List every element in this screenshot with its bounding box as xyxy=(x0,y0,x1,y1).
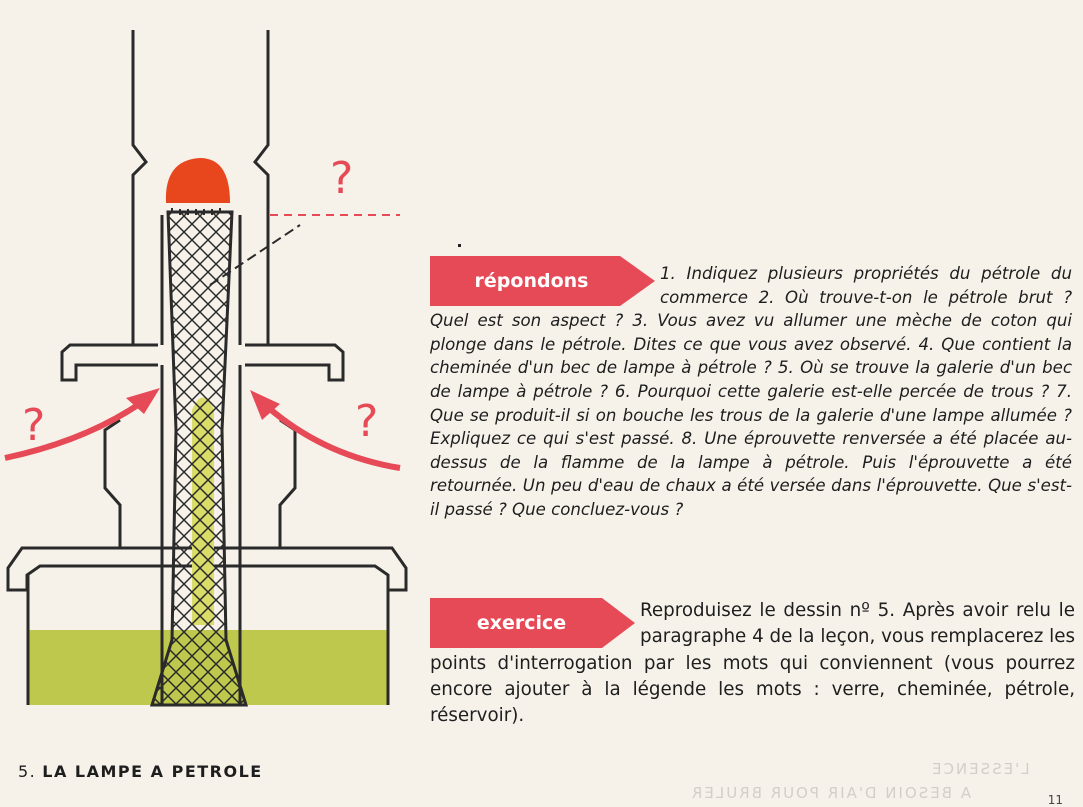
figure-number: 5. xyxy=(18,762,37,781)
air-arrow-right xyxy=(262,402,400,468)
flame xyxy=(166,158,230,203)
gallery-left xyxy=(62,345,158,380)
glass-chimney-right xyxy=(255,30,268,345)
repondons-questions-block xyxy=(430,262,1072,522)
question-mark-top: ? xyxy=(330,153,354,204)
exercice-instructions-text: Reproduisez le dessin nº 5. Après avoir relu le paragraphe 4 de la leçon, vous remplacerez les points d'interrogation par les mots qui conviennent (vous pourrez encore ajouter à la légende les mots : verre, cheminée, pétrole, réservoir). xyxy=(430,600,1075,727)
figure-caption xyxy=(18,762,263,781)
question-mark-right: ? xyxy=(355,396,379,447)
gallery-right xyxy=(245,345,343,380)
figure-title: LA LAMPE A PETROLE xyxy=(42,762,263,781)
repondons-label: répondons xyxy=(474,270,589,292)
lamp-diagram xyxy=(0,0,420,745)
bleed-through-line-2: A BESOIN D'AIR POUR BRULER xyxy=(690,784,972,802)
repondons-questions-text: 1. Indiquez plusieurs propriétés du pétrole du commerce 2. Où trouve-t-on le pétrole brut ? Quel est son aspect ? 3. Vous avez vu allumer une mèche de coton qui plonge dans le pétrole. Dites ce que vous avez observé. 4. Que contient la cheminée d'un bec de lampe à pétrole ? 5. Où se trouve la galerie d'un bec de lampe à pétrole ? 6. Pourquoi cette galerie est-elle percée de trous ? 7. Que se produit-il si on bouche les trous de la galerie d'une lampe allumée ? Expliquez ce qui s'est passé. 8. Une éprouvette renversée a été placée au-dessus de la flamme de la lampe à pétrole. Puis l'éprouvette a été retournée. Un peu d'eau de chaux a été versée dans l'éprouvette. Que s'est-il passé ? Que concluez-vous ? xyxy=(430,264,1072,519)
ink-dot xyxy=(458,244,461,247)
glass-chimney-left xyxy=(133,30,146,345)
bleed-through-line-1: L'ESSENCE xyxy=(930,760,1030,778)
page-number: 11 xyxy=(1047,793,1063,807)
flame-sparks xyxy=(172,208,220,215)
exercice-label: exercice xyxy=(476,612,567,634)
burner-body-right xyxy=(252,420,295,548)
question-mark-left: ? xyxy=(22,400,46,451)
burner-body-left xyxy=(105,420,148,548)
